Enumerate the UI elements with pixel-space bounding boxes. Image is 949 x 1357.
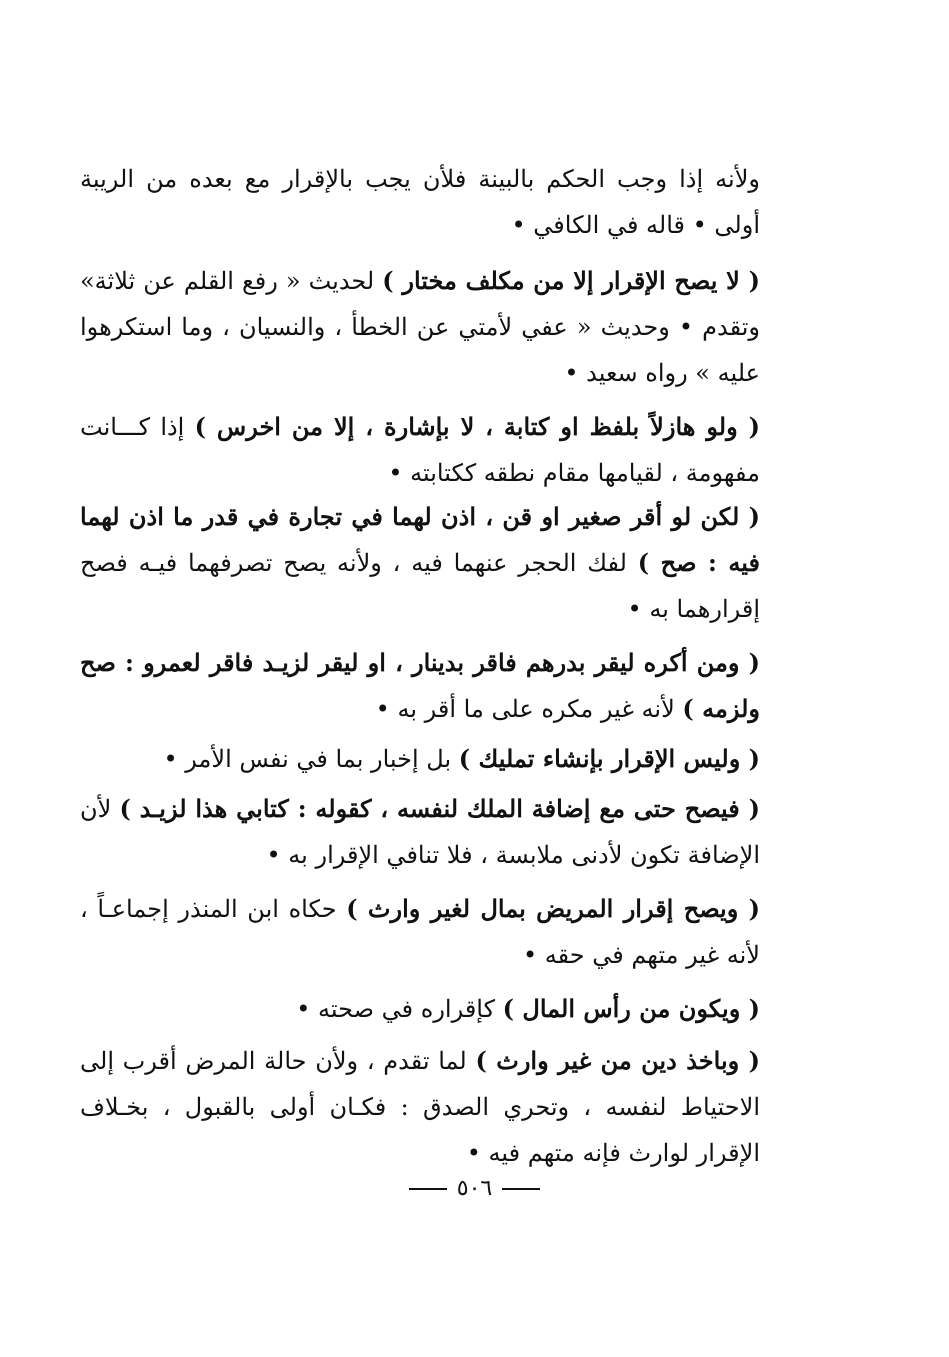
paragraph-heading: ( وليس الإقرار بإنشاء تمليك ): [458, 744, 760, 773]
paragraph-heading: ( ويكون من رأس المال ): [502, 994, 760, 1023]
paragraph-text: بل إخبار بما في نفس الأمر •: [163, 745, 459, 773]
paragraph-6: [80, 736, 760, 782]
page-number-footer: [0, 1176, 949, 1201]
paragraph-heading: ( وباخذ دين من غير وارث ): [475, 1046, 760, 1075]
paragraph-7: [80, 786, 760, 878]
paragraph-heading: ( لا يصح الإقرار إلا من مكلف مختار ): [382, 266, 760, 295]
paragraph-heading: ( لكن لو أقر صغير او قن ، اذن لهما في تجارة في قدر ما اذن لهما فيه : صح ): [80, 502, 760, 577]
paragraph-heading: ( فيصح حتى مع إضافة الملك لنفسه ، كقوله : كتابي هذا لزيـد ): [119, 794, 760, 823]
paragraph-text: لما تقدم ، ولأن حالة المرض أقرب إلى الاحتياط لنفسه ، وتحري الصدق : فكـان أولى بالقبول ، بخـلاف الإقرار لوارث فإنه متهم فيه •: [80, 1047, 760, 1167]
paragraph-4: [80, 494, 760, 632]
paragraph-text: كإقراره في صحته •: [296, 995, 503, 1023]
page-number: ٥٠٦: [456, 1176, 493, 1201]
paragraph-text: حكاه ابن المنذر إجماعـاً ، لأنه غير متهم في حقه •: [80, 895, 760, 969]
paragraph-text: لحديث « رفع القلم عن ثلاثة» وتقدم • وحديث « عفي لأمتي عن الخطأ ، والنسيان ، وما استكرهوا عليه » رواه سعيد •: [80, 267, 760, 387]
paragraph-text: لأنه غير مكره على ما أقر به •: [375, 695, 683, 723]
footer-dash-right: [409, 1188, 447, 1190]
footer-dash-left: [502, 1188, 540, 1190]
paragraph-heading: ( ومن أكره ليقر بدرهم فاقر بدينار ، او ليقر لزيـد فاقر لعمرو : صح ولزمه ): [80, 648, 760, 723]
paragraph-text: لأن الإضافة تكون لأدنى ملابسة ، فلا تنافي الإقرار به •: [80, 795, 760, 869]
paragraph-10: [80, 1038, 760, 1176]
paragraph-heading: ( ولو هازلاً بلفظ او كتابة ، لا بإشارة ، إلا من اخرس ): [194, 412, 760, 441]
paragraph-5: [80, 640, 760, 732]
paragraph-text: إذا كـــانت مفهومة ، لقيامها مقام نطقه ككتابته •: [80, 413, 760, 487]
paragraph-8: [80, 886, 760, 978]
paragraph-heading: ( ويصح إقرار المريض بمال لغير وارث ): [346, 894, 761, 923]
paragraph-9: [80, 986, 760, 1032]
paragraph-text: ولأنه إذا وجب الحكم بالبينة فلأن يجب بالإقرار مع بعده من الريبة أولى • قاله في الكافي •: [80, 165, 760, 239]
paragraph-3: [80, 404, 760, 496]
paragraph-text: لفك الحجر عنهما فيه ، ولأنه يصح تصرفهما فيـه فصح إقرارهما به •: [80, 549, 760, 623]
paragraph-1: [80, 156, 760, 248]
paragraph-2: [80, 258, 760, 396]
